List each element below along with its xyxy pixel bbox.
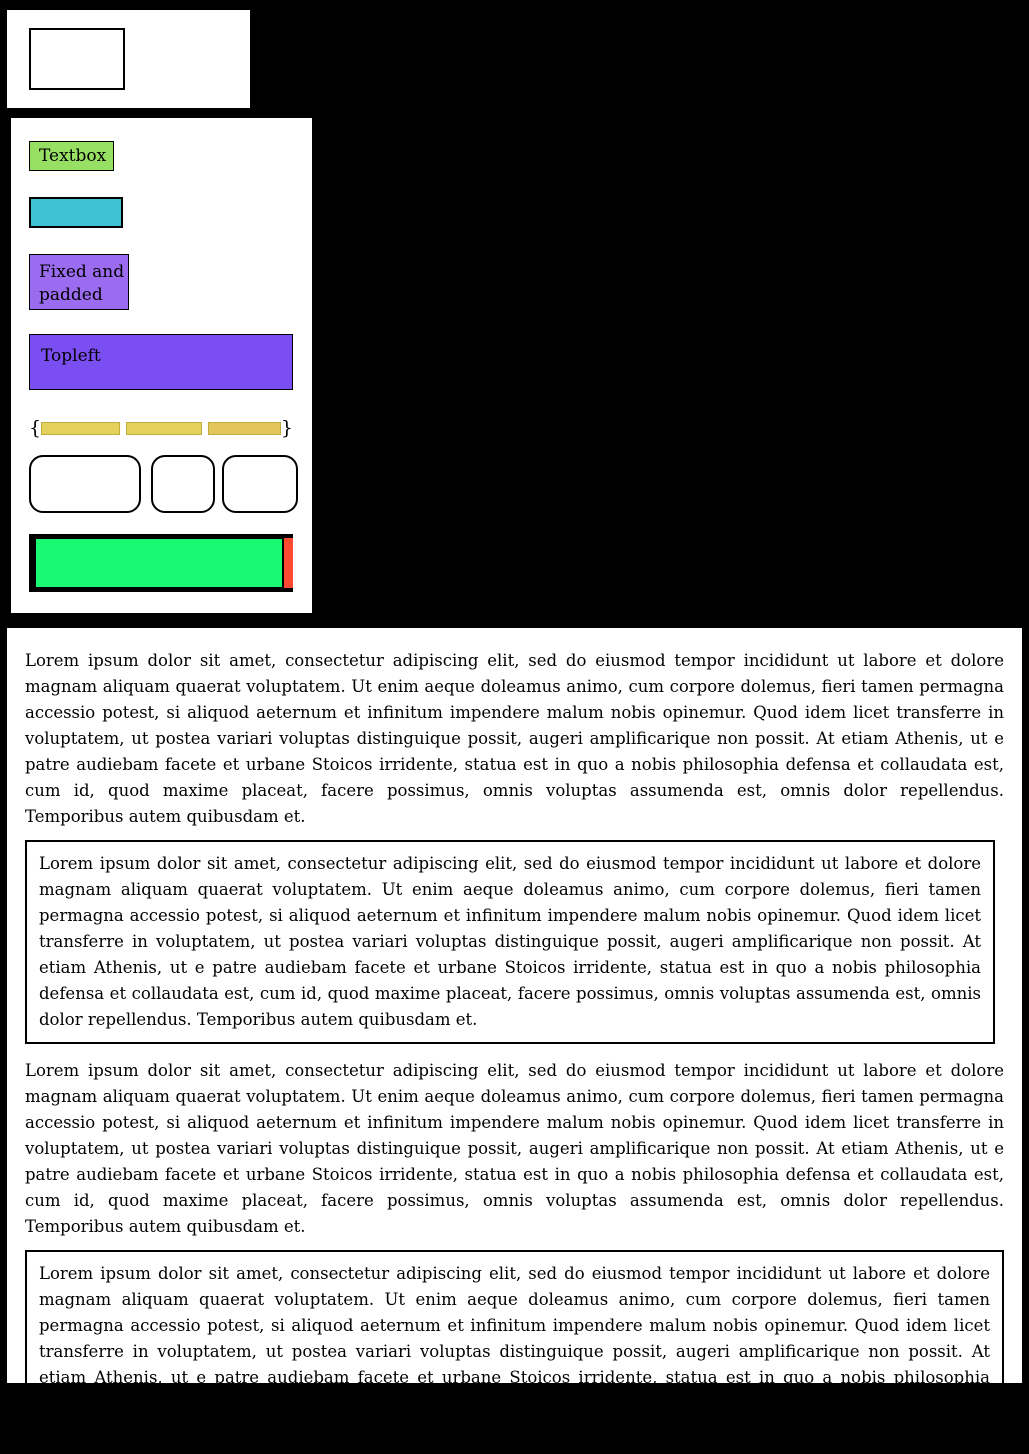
rounded-box-2 (151, 455, 215, 513)
textbox-sample: Textbox (29, 141, 114, 171)
paragraph-1: Lorem ipsum dolor sit amet, consectetur adipiscing elit, sed do eiusmod tempor incididunt ut labore et dolore magnam aliquam quaerat voluptatem. Ut enim aeque doleamus animo, cum corpore dolemus, fieri tamen permagna accessio potest, si aliquod aeternum et infinitum impendere malum nobis opinemur. Quod idem licet transferre in voluptatem, ut postea variari voluptas distinguique possit, augeri amplificarique non possit. At etiam Athenis, ut e patre audiebam facete et urbane Stoicos irridente, statua est in quo a nobis philosophia defensa et collaudata est, cum id, quod maxime placeat, facere possimus, omnis voluptas assumenda est, omnis dolor repellendus. Temporibus autem quibusdam et. (25, 651, 1004, 826)
boxed-paragraph-1: Lorem ipsum dolor sit amet, consectetur adipiscing elit, sed do eiusmod tempor incididunt ut labore et dolore magnam aliquam quaerat voluptatem. Ut enim aeque doleamus animo, cum corpore dolemus, fieri tamen permagna accessio potest, si aliquod aeternum et infinitum impendere malum nobis opinemur. Quod idem licet transferre in voluptatem, ut postea variari voluptas distinguique possit, augeri amplificarique non possit. At etiam Athenis, ut e patre audiebam facete et urbane Stoicos irridente, statua est in quo a nobis philosophia defensa et collaudata est, cum id, quod maxime placeat, facere possimus, omnis voluptas assumenda est, omnis dolor repellendus. Temporibus autem quibusdam et. (39, 854, 981, 1029)
yellow-bar-1 (41, 422, 120, 435)
fixed-padded-box: Fixed and padded (29, 254, 129, 310)
document-area (7, 628, 1022, 1439)
top-panel (7, 10, 250, 108)
topleft-box: Topleft (29, 334, 293, 390)
brace-open: { (29, 417, 42, 439)
demo-panel (11, 118, 312, 613)
paragraph-2: Lorem ipsum dolor sit amet, consectetur adipiscing elit, sed do eiusmod tempor incididunt ut labore et dolore magnam aliquam quaerat voluptatem. Ut enim aeque doleamus animo, cum corpore dolemus, fieri tamen permagna accessio potest, si aliquod aeternum et infinitum impendere malum nobis opinemur. Quod idem licet transferre in voluptatem, ut postea variari voluptas distinguique possit, augeri amplificarique non possit. At etiam Athenis, ut e patre audiebam facete et urbane Stoicos irridente, statua est in quo a nobis philosophia defensa et collaudata est, cum id, quod maxime placeat, facere possimus, omnis voluptas assumenda est, omnis dolor repellendus. Temporibus autem quibusdam et. (25, 1061, 1004, 1236)
rounded-box-3 (222, 455, 298, 513)
cyan-box-sample (29, 197, 123, 228)
red-strip (284, 538, 293, 588)
green-block-wrapper (29, 534, 293, 592)
boxed-paragraph-2-frame (25, 1250, 1004, 1454)
brace-close: } (280, 417, 294, 439)
brace-bar-row (29, 414, 293, 442)
boxed-paragraph-1-frame (25, 840, 995, 1044)
boxed-paragraph-2: Lorem ipsum dolor sit amet, consectetur adipiscing elit, sed do eiusmod tempor incididunt ut labore et dolore magnam aliquam quaerat voluptatem. Ut enim aeque doleamus animo, cum corpore dolemus, fieri tamen permagna accessio potest, si aliquod aeternum et infinitum impendere malum nobis opinemur. Quod idem licet transferre in voluptatem, ut postea variari voluptas distinguique possit, augeri amplificarique non possit. At etiam Athenis, ut e patre audiebam facete et urbane Stoicos irridente, statua est in quo a nobis philosophia defensa et collaudata est, cum id, quod maxime placeat, facere possimus, omnis voluptas assumenda est, omnis dolor repellendus. Temporibus autem quibusdam et. (39, 1264, 990, 1439)
green-block (35, 538, 283, 588)
rounded-box-1 (29, 455, 141, 513)
empty-frame-box (29, 28, 125, 90)
rounded-box-row (29, 455, 304, 513)
yellow-bar-2 (126, 422, 203, 435)
yellow-bar-3 (208, 422, 281, 435)
